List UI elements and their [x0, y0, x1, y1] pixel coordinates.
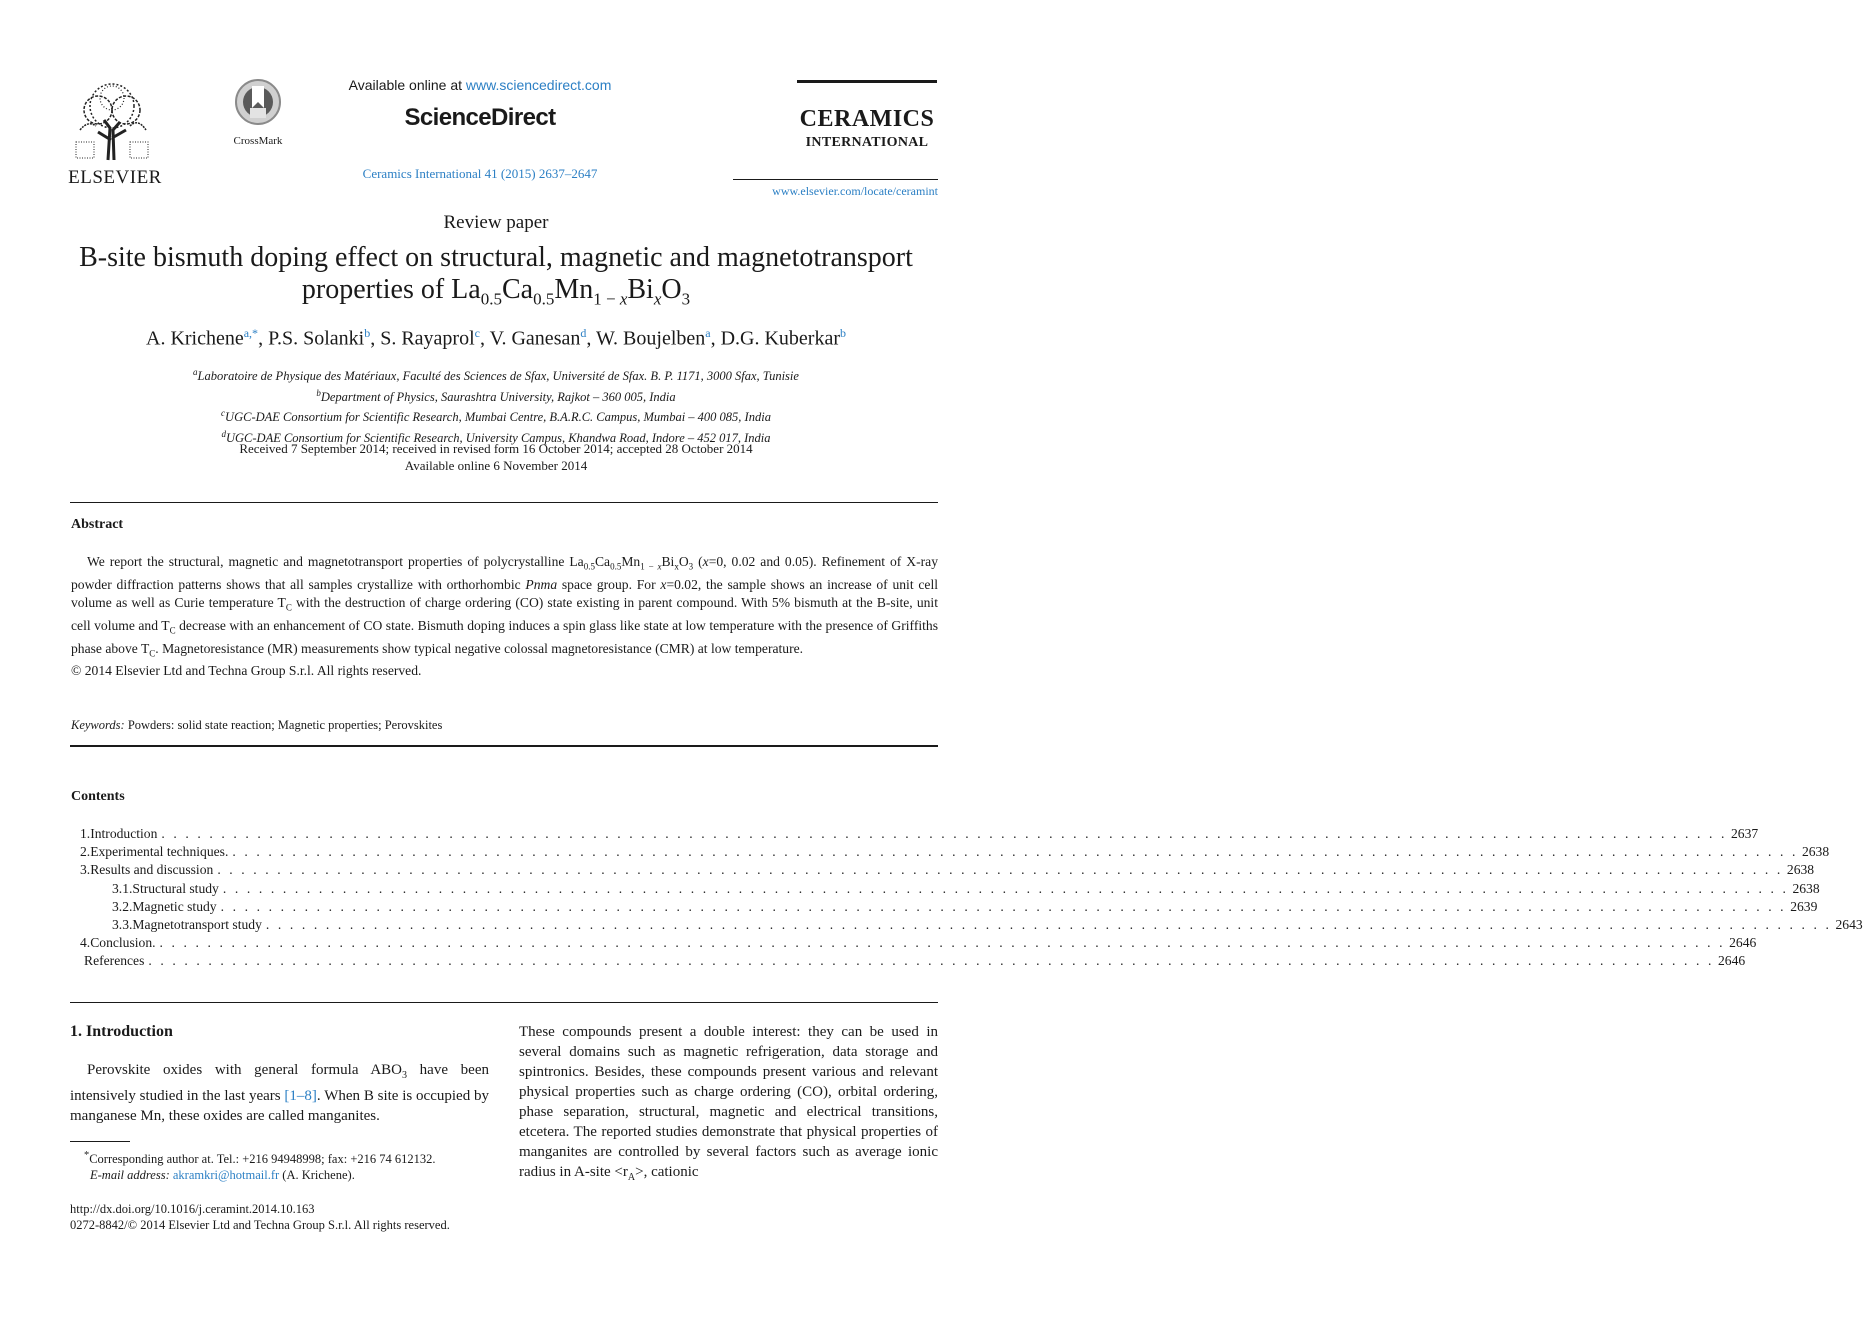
title-line-1: B-site bismuth doping effect on structural, magnetic and magnetotransport — [79, 242, 913, 273]
author-affiliation-mark[interactable]: b — [364, 326, 371, 340]
footnote-email: E-mail address: akramkri@hotmail.fr (A. Krichene). — [90, 1168, 355, 1183]
journal-url-link[interactable]: www.elsevier.com/locate/ceramint — [772, 184, 938, 198]
author-affiliation-mark[interactable]: d — [580, 326, 587, 340]
author-name[interactable]: W. Boujelben — [596, 327, 706, 350]
author-name[interactable]: V. Ganesan — [489, 327, 581, 350]
affiliation-item: $^b$Department of Physics, Saurashtra University, Rajkot – 360 005, India — [316, 387, 676, 404]
author-name[interactable]: P.S. Solanki — [268, 327, 365, 350]
journal-citation[interactable]: Ceramics International 41 (2015) 2637–2647 — [362, 166, 598, 181]
issn-line: 0272-8842/© 2014 Elsevier Ltd and Techna Group S.r.l. All rights reserved. — [70, 1218, 450, 1232]
footnote-rule — [70, 1141, 130, 1142]
available-date: Available online 6 November 2014 — [404, 458, 588, 473]
affiliation-item: $^c$UGC-DAE Consortium for Scientific Research, Mumbai Centre, B.A.R.C. Campus, Mumbai – 400 085, India — [221, 408, 771, 425]
keywords-text: Powders: solid state reaction; Magnetic properties; Perovskites — [124, 718, 443, 732]
sciencedirect-link[interactable]: www.sciencedirect.com — [465, 77, 612, 93]
toc-item[interactable]: 3.3. Magnetotransport study . . . . . . . . . . . . . . . . . . . . . . . . . . . . . . . . . . . . . . . . . . . . . . . . . . . . . . . . . . . . . . . . . . . . . . . . . . . . . . . . . . . . . . . . . . . . . . . . . . . . . . . . . . . . . . . . . . . . . . . . . . . . . . . . . . . 2643 — [112, 916, 1863, 932]
divider — [70, 502, 938, 503]
section-heading: 1. Introduction — [70, 1023, 173, 1040]
toc-item[interactable]: 3.2. Magnetic study . . . . . . . . . . . . . . . . . . . . . . . . . . . . . . . . . . . . . . . . . . . . . . . . . . . . . . . . . . . . . . . . . . . . . . . . . . . . . . . . . . . . . . . . . . . . . . . . . . . . . . . . . . . . . . . . . . . . . . . . . . . . . . . . . . . 2639 — [112, 898, 1818, 914]
toc-item[interactable]: 4. Conclusion. . . . . . . . . . . . . . . . . . . . . . . . . . . . . . . . . . . . . . . . . . . . . . . . . . . . . . . . . . . . . . . . . . . . . . . . . . . . . . . . . . . . . . . . . . . . . . . . . . . . . . . . . . . . . . . . . . . . . . . . . . . . . . . . . . . . 2646 — [80, 935, 1757, 951]
received-dates: Received 7 September 2014; received in revised form 16 October 2014; accepted 28 October 2014 — [239, 441, 753, 456]
elsevier-tree-icon — [68, 80, 156, 160]
doi-block — [70, 1201, 490, 1233]
article-dates — [60, 440, 932, 474]
affiliation-item: $^a$Laboratoire de Physique des Matériaux, Faculté des Sciences de Sfax, Université de Sfax. B. P. 1171, 3000 Sfax, Tunisie — [193, 367, 799, 384]
author-name[interactable]: S. Rayaprol — [380, 327, 475, 350]
author-name[interactable]: D.G. Kuberkar — [720, 327, 840, 350]
divider — [70, 745, 938, 747]
intro-paragraph: Perovskite oxides with general formula $ABO_3$ have been intensively studied in the last years [1–8]. When B site is occupied by manganese Mn, these oxides are called manganites. — [70, 1062, 489, 1124]
affiliations — [60, 364, 932, 447]
footnote — [70, 1148, 490, 1183]
journal-logo-bar — [797, 80, 937, 83]
right-column — [519, 1022, 938, 1188]
journal-logo-divider — [733, 179, 938, 180]
abstract-heading: Abstract — [71, 517, 124, 532]
journal-logo-subtitle: INTERNATIONAL — [805, 135, 929, 150]
keywords — [71, 718, 442, 733]
doi-link[interactable]: http://dx.doi.org/10.1016/j.ceramint.2014.10.163 — [70, 1202, 315, 1216]
left-column — [70, 1022, 489, 1126]
toc-item[interactable]: 1. Introduction . . . . . . . . . . . . . . . . . . . . . . . . . . . . . . . . . . . . . . . . . . . . . . . . . . . . . . . . . . . . . . . . . . . . . . . . . . . . . . . . . . . . . . . . . . . . . . . . . . . . . . . . . . . . . . . . . . . . . . . . . . . . . . . . . . . 2637 — [80, 826, 1759, 841]
toc-item[interactable]: References . . . . . . . . . . . . . . . . . . . . . . . . . . . . . . . . . . . . . . . . . . . . . . . . . . . . . . . . . . . . . . . . . . . . . . . . . . . . . . . . . . . . . . . . . . . . . . . . . . . . . . . . . . . . . . . . . . . . . . . . . . . . . . . . . . . 2646 — [84, 953, 1746, 969]
contents-heading: Contents — [71, 789, 125, 804]
footnote-corresponding: *Corresponding author at. Tel.: +216 94948998; fax: +216 74 612132. — [84, 1150, 436, 1167]
article-title — [60, 242, 932, 316]
author-affiliation-mark[interactable]: b — [839, 326, 846, 340]
sciencedirect-logo: ScienceDirect — [404, 104, 556, 131]
citation-link[interactable]: [1–8] — [284, 1088, 317, 1104]
author-affiliation-mark[interactable]: a — [705, 326, 711, 340]
toc-item[interactable]: 2. Experimental techniques. . . . . . . . . . . . . . . . . . . . . . . . . . . . . . . . . . . . . . . . . . . . . . . . . . . . . . . . . . . . . . . . . . . . . . . . . . . . . . . . . . . . . . . . . . . . . . . . . . . . . . . . . . . . . . . . . . . . . . . . . . . . . . . . . . . . 2638 — [80, 844, 1830, 860]
abstract-copyright: © 2014 Elsevier Ltd and Techna Group S.r.l. All rights reserved. — [71, 663, 422, 678]
crossmark-label: CrossMark — [233, 135, 283, 147]
keywords-label: Keywords: — [71, 718, 125, 732]
elsevier-logo — [68, 80, 162, 189]
crossmark-icon — [234, 78, 282, 128]
journal-logo-title: CERAMICS — [799, 106, 935, 132]
body-paragraph: These compounds present a double interest: they can be used in several domains such as magnetic refrigeration, data storage and spintronics. Besides, these compounds present various and relevant physical properties such as charge ordering (CO), orbital ordering, phase separation, structural, magnetic and electrical transitions, etcetera. The reported studies demonstrate that physical properties of manganites are controlled by several factors such as average ionic radius in A-site $<r_A>$, cationic — [519, 1024, 938, 1183]
article-type: Review paper — [443, 212, 549, 233]
toc-item[interactable]: 3. Results and discussion . . . . . . . . . . . . . . . . . . . . . . . . . . . . . . . . . . . . . . . . . . . . . . . . . . . . . . . . . . . . . . . . . . . . . . . . . . . . . . . . . . . . . . . . . . . . . . . . . . . . . . . . . . . . . . . . . . . . . . . . . . . . . . . . . . . 2638 — [80, 862, 1815, 878]
divider — [70, 1002, 938, 1003]
crossmark-badge[interactable] — [222, 78, 294, 147]
toc-item[interactable]: 3.1. Structural study . . . . . . . . . . . . . . . . . . . . . . . . . . . . . . . . . . . . . . . . . . . . . . . . . . . . . . . . . . . . . . . . . . . . . . . . . . . . . . . . . . . . . . . . . . . . . . . . . . . . . . . . . . . . . . . . . . . . . . . . . . . . . . . . . . . 2638 — [112, 880, 1820, 896]
publisher-name: ELSEVIER — [68, 167, 162, 188]
available-online-label: Available online at — [348, 77, 462, 93]
author-affiliation-mark[interactable]: c — [474, 326, 480, 340]
author-list: A. Krichene$^{a,*}$, P.S. Solanki$^b$, S. Rayaprol$^c$, V. Ganesan$^d$, W. Boujelben$^a$, D.G. Kuberkar$^b$ — [146, 326, 846, 350]
email-link[interactable]: akramkri@hotmail.fr — [172, 1168, 280, 1183]
table-of-contents — [80, 825, 1863, 971]
author-affiliation-mark[interactable]: a,* — [243, 326, 259, 340]
author-name[interactable]: A. Krichene — [146, 327, 244, 350]
available-online — [330, 77, 630, 93]
title-line-2: properties of $La_{0.5}Ca_{0.5}Mn_{1 - x}Bi_xO_3$ — [301, 274, 691, 309]
abstract-text: We report the structural, magnetic and magnetotransport properties of polycrystalline $La_{0.5}Ca_{0.5}Mn_{1 - x}Bi_xO_3$ (x=0, 0.02 and 0.05). Refinement of X-ray powder diffraction patterns shows that all samples crystallize with orthorhombic Pnma space group. For x=0.02, the sample shows an increase of unit cell volume as well as Curie temperature $T_C$ with the destruction of charge ordering (CO) state existing in parent compound. With 5% bismuth at the B-site, unit cell volume and $T_C$ decrease with an enhancement of CO state. Bismuth doping induces a spin glass like state at low temperature with the presence of Griffiths phase above $T_C$. Magnetoresistance (MR) measurements show typical negative colossal magnetoresistance (CMR) at low temperature. — [71, 554, 939, 659]
affiliation-item: $^d$UGC-DAE Consortium for Scientific Research, University Campus, Khandwa Road, Indore – 452 017, India — [221, 428, 771, 446]
